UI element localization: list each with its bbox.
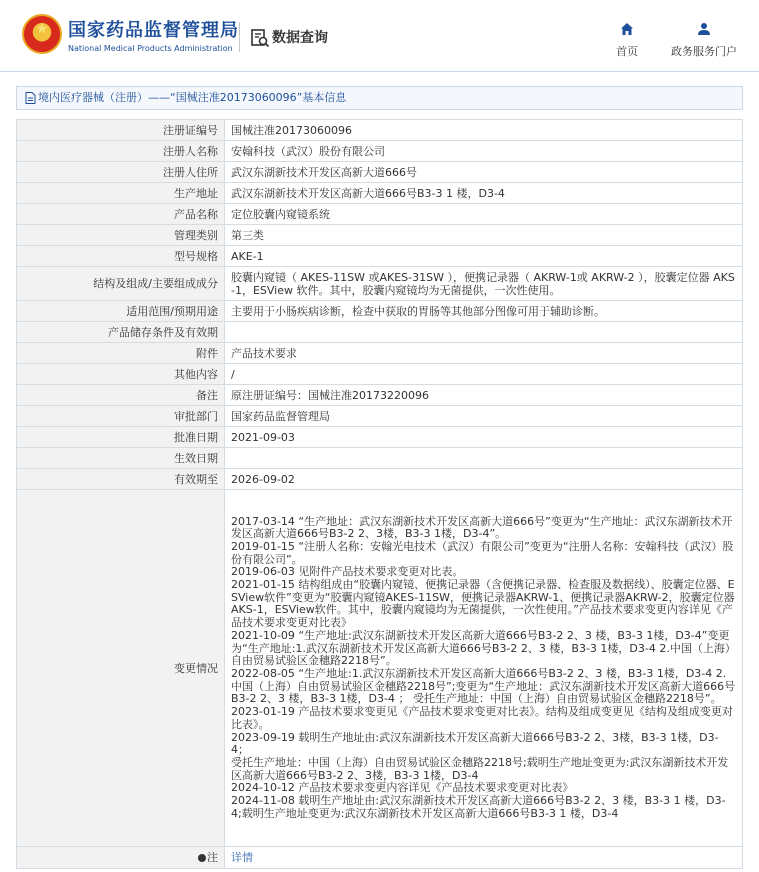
nav-service-portal[interactable] <box>664 22 744 59</box>
table-row <box>17 120 743 141</box>
data-query-icon <box>250 28 270 48</box>
home-icon <box>620 22 634 36</box>
field-label: 注册人名称 <box>17 141 225 162</box>
field-value: 原注册证编号：国械注准20173220096 <box>225 385 743 406</box>
table-row <box>17 427 743 448</box>
field-label: 型号规格 <box>17 246 225 267</box>
field-value: 国械注准20173060096 <box>225 120 743 141</box>
field-label: 生产地址 <box>17 183 225 204</box>
field-label: 审批部门 <box>17 406 225 427</box>
field-value: AKE-1 <box>225 246 743 267</box>
nav-home[interactable] <box>612 22 642 59</box>
field-label: 有效期至 <box>17 469 225 490</box>
header-divider <box>239 22 240 52</box>
change-line: 2021-10-09 “生产地址:武汉东湖新技术开发区高新大道666号B3-2 2、3 楼，B3-3 1楼，D3-4”变更为“生产地址:1.武汉东湖新技术开发区高新大道666号B3-2 2、3 楼，B3-3 1楼，D3-4 2.中国（上海）自由贸易试验区金穗路2218号”。 <box>231 628 736 668</box>
table-row <box>17 364 743 385</box>
brand-name-en: National Medical Products Administration <box>68 44 233 53</box>
breadcrumb <box>16 86 743 110</box>
field-label: 产品名称 <box>17 204 225 225</box>
change-line: 2017-03-14 “生产地址：武汉东湖新技术开发区高新大道666号”变更为“生产地址：武汉东湖新技术开发区高新大道666号B3-2 2、3楼，B3-3 1楼，D3-4”。 <box>231 514 733 541</box>
field-label: 批准日期 <box>17 427 225 448</box>
note-label: 注 <box>207 851 218 864</box>
table-row <box>17 183 743 204</box>
field-label: 注册人住所 <box>17 162 225 183</box>
table-row <box>17 448 743 469</box>
field-value: 主要用于小肠疾病诊断，检查中获取的胃肠等其他部分图像可用于辅助诊断。 <box>225 301 743 322</box>
site-header <box>0 0 759 72</box>
field-value: 2026-09-02 <box>225 469 743 490</box>
detail-link[interactable]: 详情 <box>231 851 253 864</box>
table-row <box>17 267 743 301</box>
field-label: 适用范围/预期用途 <box>17 301 225 322</box>
table-row <box>17 406 743 427</box>
field-label <box>17 847 225 869</box>
table-row <box>17 141 743 162</box>
table-row <box>17 225 743 246</box>
table-row <box>17 322 743 343</box>
document-icon <box>25 92 36 104</box>
field-label: 管理类别 <box>17 225 225 246</box>
change-line: 2019-01-15 “注册人名称：安翰光电技术（武汉）有限公司”变更为“注册人名称：安翰科技（武汉）股份有限公司”。 <box>231 539 734 566</box>
change-line: 2019-06-03 见附件产品技术要求变更对比表。 <box>231 565 464 579</box>
pin-icon <box>198 854 206 862</box>
field-value: 国家药品监督管理局 <box>225 406 743 427</box>
user-icon <box>697 22 711 36</box>
table-row <box>17 204 743 225</box>
national-emblem-logo <box>22 14 62 54</box>
field-label: 附件 <box>17 343 225 364</box>
field-label: 结构及组成/主要组成成分 <box>17 267 225 301</box>
field-label: 产品储存条件及有效期 <box>17 322 225 343</box>
table-row <box>17 469 743 490</box>
field-value: 2021-09-03 <box>225 427 743 448</box>
field-value: / <box>225 364 743 385</box>
table-row <box>17 246 743 267</box>
change-line: 2022-08-05 “生产地址:1.武汉东湖新技术开发区高新大道666号B3-2 2、3 楼，B3-3 1楼，D3-4 2.中国（上海）自由贸易试验区金穗路2218号”;变更为“生产地址：武汉东湖新技术开发区高新大道666号B3-2 2、3 楼，B3-3 1楼，D3-4 ； 受托生产地址：中国（上海）自由贸易试验区金穗路2218号”。 <box>231 667 736 706</box>
field-value <box>225 847 743 869</box>
change-line: 2023-09-19 载明生产地址由:武汉东湖新技术开发区高新大道666号B3-2 2、3楼，B3-3 1楼，D3-4； <box>231 730 719 757</box>
registration-info-table <box>16 119 743 869</box>
field-label: 生效日期 <box>17 448 225 469</box>
change-line: 2023-01-19 产品技术要求变更见《产品技术要求变更对比表》。结构及组成变更见《结构及组成变更对比表》。 <box>231 705 733 731</box>
nav-home-label: 首页 <box>616 45 638 58</box>
field-value: 武汉东湖新技术开发区高新大道666号B3-3 1 楼，D3-4 <box>225 183 743 204</box>
field-label: 注册证编号 <box>17 120 225 141</box>
change-line: 受托生产地址：中国（上海）自由贸易试验区金穗路2218号;载明生产地址变更为:武汉东湖新技术开发区高新大道666号B3-2 2、3楼，B3-3 1楼，D3-4 <box>231 755 729 782</box>
field-value: 武汉东湖新技术开发区高新大道666号 <box>225 162 743 183</box>
field-value: 胶囊内窥镜（ AKES-11SW 或AKES-31SW ），便携记录器（ AKRW-1或 AKRW-2 ），胶囊定位器 AKS-1，ESView 软件。其中，胶囊内窥镜均为无菌提供，一次性使用。 <box>225 267 743 301</box>
brand-name-cn[interactable]: 国家药品监督管理局 <box>68 20 239 41</box>
table-row <box>17 847 743 869</box>
field-value: 安翰科技（武汉）股份有限公司 <box>225 141 743 162</box>
change-history <box>225 490 743 847</box>
table-row <box>17 343 743 364</box>
field-value: 产品技术要求 <box>225 343 743 364</box>
section-title: 数据查询 <box>272 30 328 46</box>
field-value: 定位胶囊内窥镜系统 <box>225 204 743 225</box>
change-line: 2021-01-15 结构组成由“胶囊内窥镜、便携记录器（含便携记录器、检查服及数据线）、胶囊定位器、ESView软件”变更为“胶囊内窥镜AKES-11SW，便携记录器AKRW-1、便携记录器AKRW-2，胶囊定位器AKS-1，ESView软件。其中，胶囊内窥镜均为无菌提供，一次性使用。”产品技术要求变更内容详见《产品技术要求变更对比表》 <box>231 578 735 630</box>
table-row <box>17 385 743 406</box>
table-row <box>17 490 743 847</box>
star-icon: ★ <box>35 21 49 37</box>
field-value <box>225 322 743 343</box>
field-value: 第三类 <box>225 225 743 246</box>
field-label: 其他内容 <box>17 364 225 385</box>
table-row <box>17 162 743 183</box>
field-label: 变更情况 <box>17 490 225 847</box>
change-line: 2024-10-12 产品技术要求变更内容详见《产品技术要求变更对比表》 <box>231 781 574 795</box>
field-value <box>225 448 743 469</box>
table-row <box>17 301 743 322</box>
field-label: 备注 <box>17 385 225 406</box>
nav-service-label: 政务服务门户 <box>671 45 737 58</box>
change-line: 2024-11-08 载明生产地址由:武汉东湖新技术开发区高新大道666号B3-2 2、3 楼，B3-3 1 楼，D3-4;载明生产地址变更为:武汉东湖新技术开发区高新大道666号B3-3 1 楼，D3-4 <box>231 794 726 820</box>
breadcrumb-text: 境内医疗器械（注册）——“国械注准20173060096”基本信息 <box>38 91 347 104</box>
